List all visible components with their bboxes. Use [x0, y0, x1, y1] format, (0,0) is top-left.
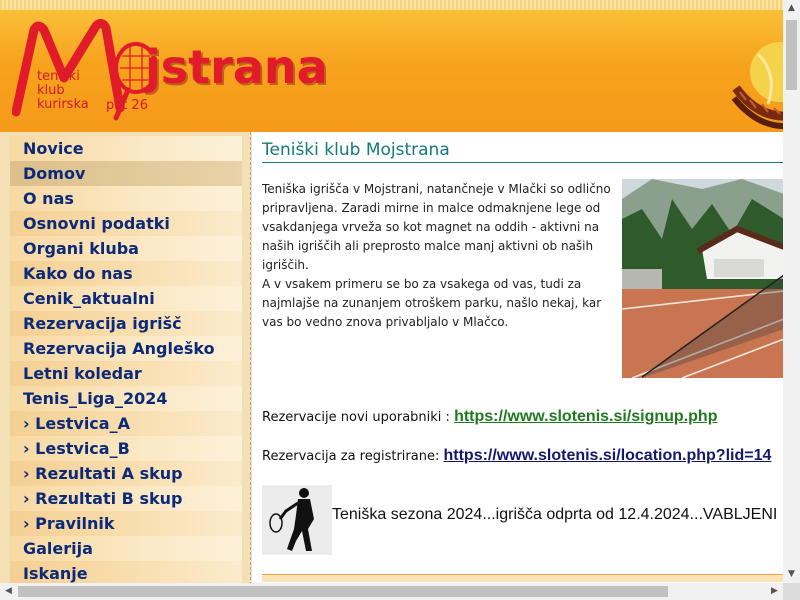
logo-text: jstrana [145, 40, 328, 94]
scroll-left-icon[interactable]: ◀ [5, 586, 12, 596]
sidebar-item-organi-kluba[interactable]: Organi kluba [10, 236, 242, 261]
page-title: Teniški klub Mojstrana [262, 140, 450, 160]
sidebar-item-domov[interactable]: Domov [10, 161, 242, 186]
main-content [262, 132, 783, 582]
site-header [0, 10, 783, 132]
vertical-scrollbar[interactable] [783, 0, 800, 583]
scroll-right-icon[interactable]: ▶ [771, 586, 778, 596]
registration-new-users: Rezervacije novi uporabniki : https://www.slotenis.si/signup.php [262, 408, 718, 425]
logo-address: pot 26 [106, 98, 148, 113]
sidebar-item-tenis-liga[interactable]: Tenis_Liga_2024 [10, 386, 242, 411]
signup-link[interactable]: https://www.slotenis.si/signup.php [454, 408, 718, 425]
sidebar-item-kako-do-nas[interactable]: Kako do nas [10, 261, 242, 286]
location-link[interactable]: https://www.slotenis.si/location.php?lid=14 [443, 447, 772, 464]
sidebar-item-novice[interactable]: Novice [10, 136, 242, 161]
sidebar-item-rezervacija-anglesko[interactable]: Rezervacija Angleško [10, 336, 242, 361]
scroll-up-icon[interactable]: ▲ [788, 3, 795, 13]
sidebar-item-cenik[interactable]: Cenik_aktualni [10, 286, 242, 311]
sidebar-item-o-nas[interactable]: O nas [10, 186, 242, 211]
horizontal-scrollbar[interactable] [0, 583, 783, 600]
tennis-player-icon [262, 485, 332, 555]
intro-paragraph-2: A v vsakem primeru se bo za vsakega od vas, tudi za najmlajše na zunanjem otroškem parku, našlo nekaj, kar vas bo vedno znova privabljalo v Mlačco. [262, 277, 602, 329]
registration-registered-users: Rezervacija za registrirane: https://www.slotenis.si/location.php?lid=14 [262, 447, 772, 464]
scroll-down-icon[interactable]: ▼ [788, 569, 795, 579]
sidebar-item-lestvica-b[interactable]: › Lestvica_B [10, 436, 242, 461]
sidebar-item-letni-koledar[interactable]: Letni koledar [10, 361, 242, 386]
vertical-scroll-thumb[interactable] [786, 20, 797, 90]
horizontal-scroll-thumb[interactable] [18, 586, 668, 597]
sidebar-item-lestvica-a[interactable]: › Lestvica_A [10, 411, 242, 436]
tennis-court-photo [622, 179, 783, 378]
top-stripe [0, 0, 783, 10]
column-divider [250, 132, 252, 600]
intro-paragraph-1: Teniška igrišča v Mojstrani, natančneje v Mlački so odlično pripravljena. Zaradi mirne in malce odmaknjene lege od vsakdanjega vrveža so kot magnet na oddih - aktivni na naših igriščih ali preprosto malce manj aktivni ob naših igriščih. [262, 182, 611, 272]
logo-subtitle: teniški klub kurirska [37, 69, 89, 112]
sidebar-item-rezultati-b[interactable]: › Rezultati B skup [10, 486, 242, 511]
sidebar-nav [0, 132, 252, 600]
title-underline [262, 162, 783, 163]
sidebar-item-pravilnik[interactable]: › Pravilnik [10, 511, 242, 536]
next-section-box [262, 574, 783, 582]
sidebar-item-iskanje[interactable]: Iskanje [10, 561, 242, 586]
sidebar-item-rezultati-a[interactable]: › Rezultati A skup [10, 461, 242, 486]
scrollbar-corner [783, 583, 800, 600]
season-announcement: Teniška sezona 2024...igrišča odprta od 12.4.2024...VABLJENI [332, 506, 778, 523]
tennis-ball-basket-icon [728, 24, 783, 132]
sidebar-item-rezervacija-igrisc[interactable]: Rezervacija igrišč [10, 311, 242, 336]
sidebar-item-osnovni-podatki[interactable]: Osnovni podatki [10, 211, 242, 236]
sidebar-item-galerija[interactable]: Galerija [10, 536, 242, 561]
intro-text [262, 180, 620, 332]
